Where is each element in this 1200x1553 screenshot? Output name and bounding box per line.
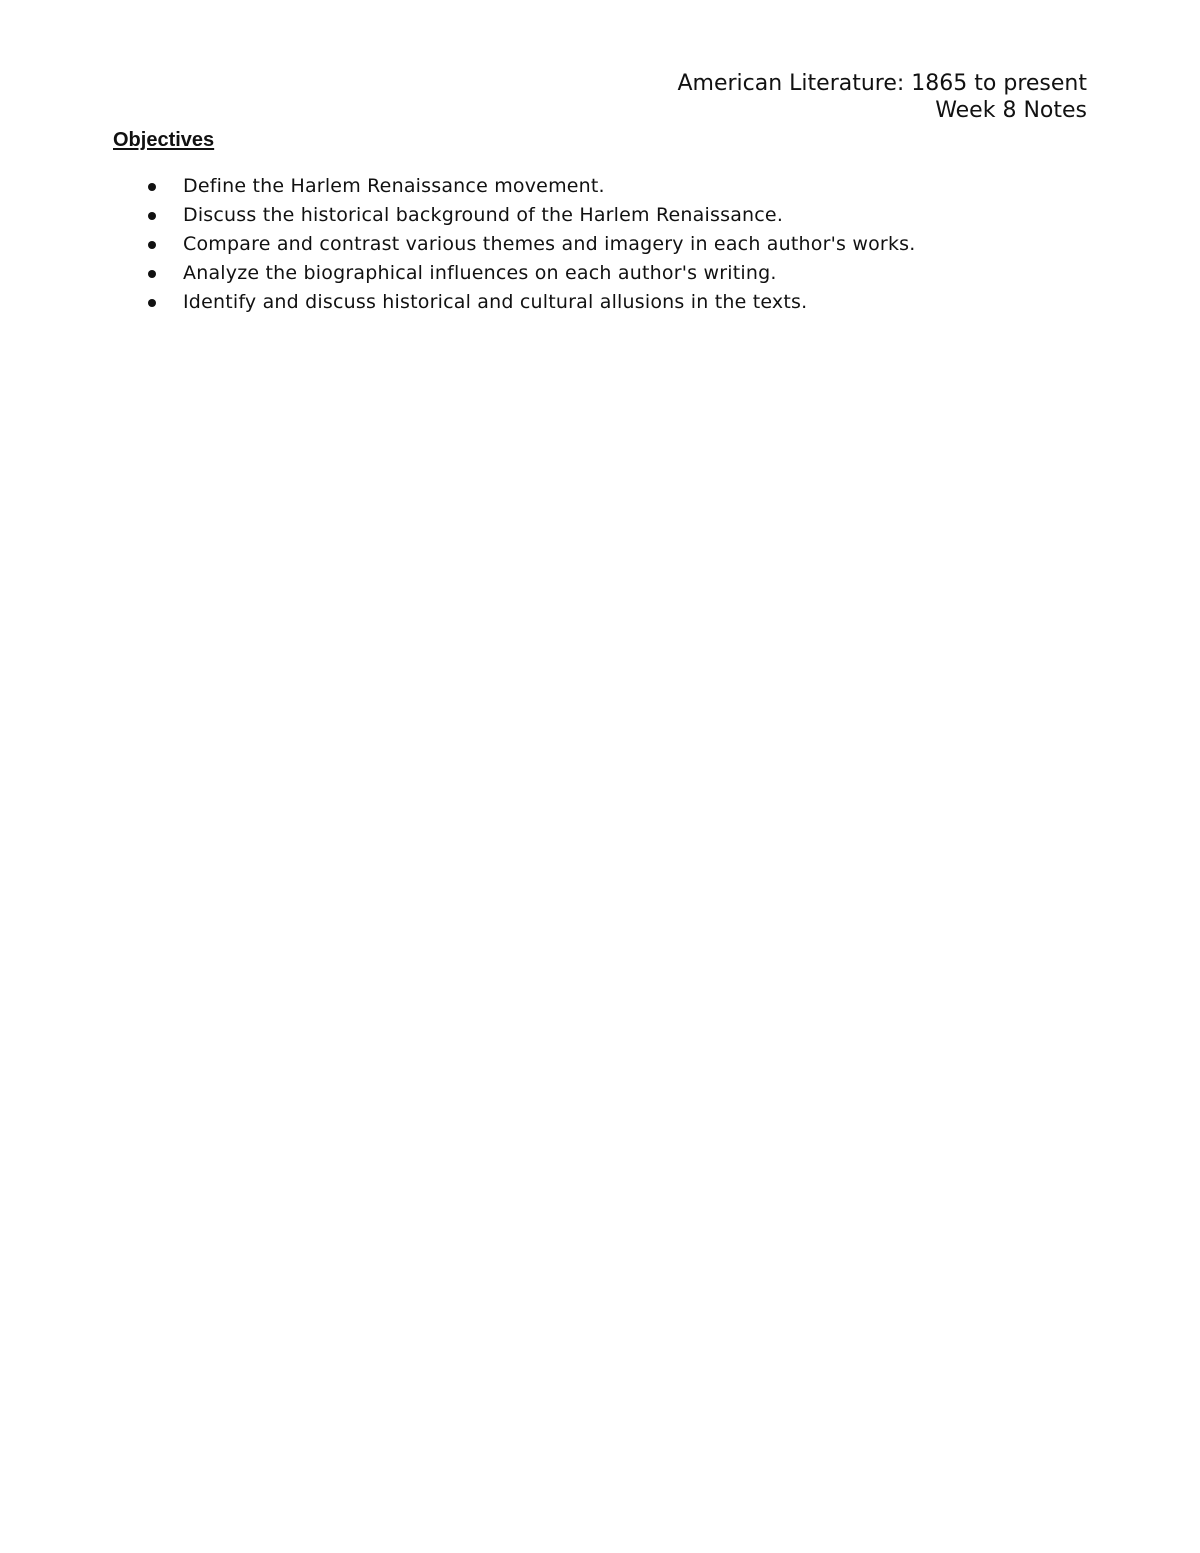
bullet-icon xyxy=(148,270,156,278)
document-header xyxy=(677,70,1087,124)
objective-text: Define the Harlem Renaissance movement. xyxy=(183,175,605,197)
objective-text: Discuss the historical background of the Harlem Renaissance. xyxy=(183,204,784,226)
bullet-icon xyxy=(148,241,156,249)
objective-text: Identify and discuss historical and cultural allusions in the texts. xyxy=(183,291,808,313)
bullet-icon xyxy=(148,212,156,220)
bullet-icon xyxy=(148,183,156,191)
objectives-heading: Objectives xyxy=(113,129,215,151)
objectives-list xyxy=(113,172,916,317)
list-item xyxy=(113,172,916,201)
course-title: American Literature: 1865 to present xyxy=(677,71,1087,96)
list-item xyxy=(113,201,916,230)
list-item xyxy=(113,288,916,317)
week-title: Week 8 Notes xyxy=(935,98,1087,123)
list-item xyxy=(113,230,916,259)
objective-text: Analyze the biographical influences on each author's writing. xyxy=(183,262,777,284)
objective-text: Compare and contrast various themes and imagery in each author's works. xyxy=(183,233,916,255)
bullet-icon xyxy=(148,299,156,307)
list-item xyxy=(113,259,916,288)
